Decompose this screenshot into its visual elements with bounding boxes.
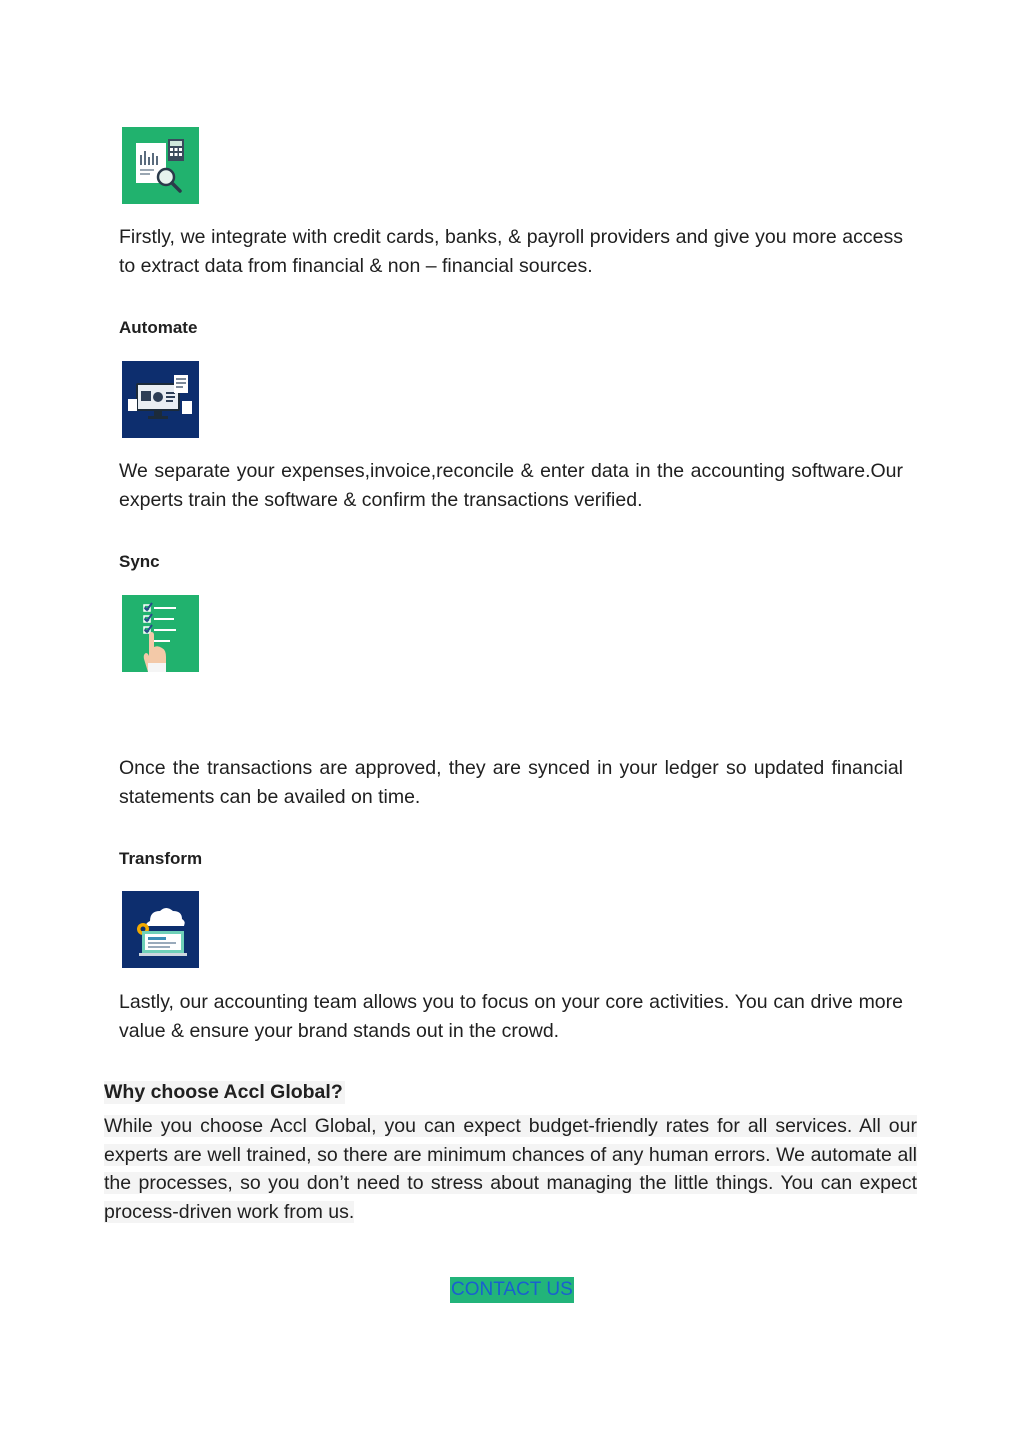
analytics-icon [122,127,199,204]
why-body [104,1112,917,1226]
cloud-computer-icon [122,891,199,968]
section-text: Lastly, our accounting team allows you to focus on your core activities. You can drive more value & ensure your brand stands out in the crowd. [119,991,903,1042]
why-body-text: While you choose Accl Global, you can expect budget-friendly rates for all services. All our experts are well trained, so there are minimum chances of any human errors. We automate all the processes, so you don’t need to stress about managing the little things. You can expect process-driven work from us. [104,1115,917,1223]
section-text: Once the transactions are approved, they are synced in your ledger so updated financial statements can be availed on time. [119,757,903,808]
checklist-icon [122,595,199,672]
contact-us-link[interactable]: CONTACT US [450,1277,574,1303]
section-text: We separate your expenses,invoice,reconcile & enter data in the accounting software.Our experts train the software & confirm the transactions verified. [119,460,903,511]
section-heading: Transform [119,849,203,868]
section-text: Firstly, we integrate with credit cards, banks, & payroll providers and give you more access to extract data from financial & non – financial sources. [119,226,903,277]
computer-automation-icon [122,361,199,438]
why-heading: Why choose Accl Global? [104,1081,343,1103]
section-heading: Automate [119,318,198,337]
section-heading: Sync [119,552,160,571]
